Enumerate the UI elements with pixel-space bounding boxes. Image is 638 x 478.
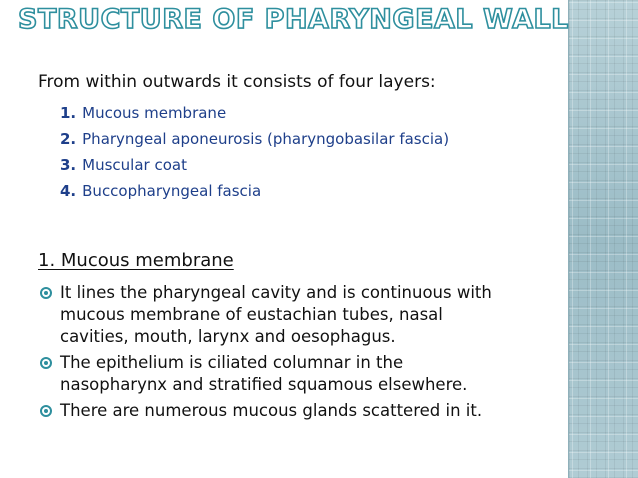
layer-label: Pharyngeal aponeurosis (pharyngobasilar fascia) [82,130,450,148]
layer-number: 4. [60,182,77,200]
bullet-list [38,282,568,426]
circle-bullet-icon [40,405,52,417]
bullet-line: It lines the pharyngeal cavity and is continuous with [60,283,492,302]
circle-bullet-icon [40,357,52,369]
layer-label: Buccopharyngeal fascia [82,182,262,200]
layers-list [60,100,449,204]
bullet-line: cavities, mouth, larynx and oesophagus. [60,327,396,346]
bullet-text [60,282,568,348]
layer-number: 1. [60,104,77,122]
layer-number: 2. [60,130,77,148]
bullet-line: nasopharynx and stratified squamous elsewhere. [60,375,468,394]
bullet-item [38,282,568,348]
layer-item [60,100,449,126]
circle-bullet-icon [40,287,52,299]
decorative-side-panel [568,0,638,478]
layer-item [60,126,449,152]
bullet-text [60,352,568,396]
bullet-item [38,400,568,422]
bullet-line: The epithelium is ciliated columnar in the [60,353,404,372]
section-subheading: 1. Mucous membrane [38,250,234,271]
bullet-item [38,352,568,396]
layer-label: Muscular coat [82,156,187,174]
bullet-line: mucous membrane of eustachian tubes, nasal [60,305,443,324]
layer-number: 3. [60,156,77,174]
bullet-text [60,400,568,422]
bullet-line: There are numerous mucous glands scattered in it. [60,401,483,420]
layer-item [60,152,449,178]
layer-item [60,178,449,204]
layer-label: Mucous membrane [82,104,227,122]
slide-title: STRUCTURE OF PHARYNGEAL WALL [18,4,569,35]
intro-text: From within outwards it consists of four layers: [38,72,436,92]
